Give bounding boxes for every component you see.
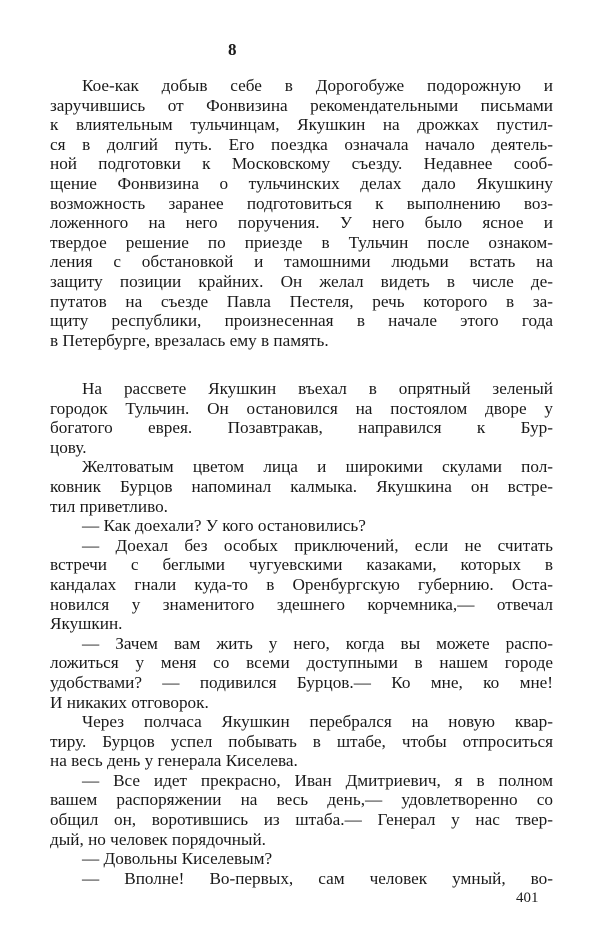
text-line: ся в долгий путь. Его поездка означала начало деятель- [50, 134, 553, 154]
text-line: щение Фонвизина о тульчинских делах дало Якушкину [50, 173, 553, 193]
text-line: заручившись от Фонвизина рекомендательными письмами [50, 95, 553, 115]
text-line: Через полчаса Якушкин перебрался на новую квар- [82, 712, 553, 732]
text-line: — Доехал без особых приключений, если не считать [82, 535, 553, 555]
chapter-number: 8 [228, 40, 237, 59]
text-line: ной подготовки к Московскому съезду. Недавнее сооб- [50, 154, 553, 174]
text-line: общил он, воротившись из штаба.— Генерал у нас твер- [50, 810, 553, 830]
text-line: ления с обстановкой и тамошними людьми встать на [50, 252, 553, 272]
text-line: твердое решение по приезде в Тульчин после ознаком- [50, 232, 553, 252]
text-line: — Зачем вам жить у него, когда вы можете распо- [82, 633, 553, 653]
text-line: Кое-как добыв себе в Дорогобуже подорожную и [82, 76, 553, 95]
text-line: возможность заранее подготовиться к выполнению воз- [50, 193, 553, 213]
text-line: ложиться у меня со всеми доступными в нашем городе [50, 653, 553, 673]
text-line: защиту позиции крайних. Он желал видеть в числе де- [50, 271, 553, 291]
text-line: к влиятельным тульчинцам, Якушкин на дрожках пустил- [50, 115, 553, 135]
text-line: дый, но человек порядочный. [50, 829, 266, 849]
text-line: ковник Бурцов напоминал калмыка. Якушкина он встре- [50, 476, 553, 496]
text-line: И никаких отговорок. [50, 692, 209, 712]
text-line: На рассвете Якушкин въехал в опрятный зеленый [82, 379, 553, 398]
text-line: встречи с беглыми чугуевскими казаками, которых в [50, 555, 553, 575]
text-line: — Вполне! Во-первых, сам человек умный, во- [82, 868, 553, 888]
text-line: городок Тульчин. Он остановился на постоялом дворе у [50, 398, 553, 418]
text-line: кандалах гнали куда-то в Оренбургскую губернию. Оста- [50, 574, 553, 594]
text-line: вашем распоряжении на весь день,— удовлетворенно со [50, 790, 553, 810]
page-number: 401 [516, 890, 539, 906]
text-line: в Петербурге, врезалась ему в память. [50, 330, 329, 350]
text-line: цову. [50, 437, 87, 457]
text-line: — Как доехали? У кого остановились? [82, 516, 366, 536]
text-section-2 [50, 379, 553, 888]
text-line: тиру. Бурцов успел побывать в штабе, чтобы отпроситься [50, 731, 553, 751]
text-line: на весь день у генерала Киселева. [50, 751, 298, 771]
text-line: — Все идет прекрасно, Иван Дмитриевич, я в полном [82, 770, 553, 790]
text-line: тил приветливо. [50, 496, 168, 516]
text-line: — Довольны Киселевым? [82, 849, 273, 869]
text-line: новился у знаменитого здешнего корчемника,— отвечал [50, 594, 553, 614]
text-line: ложенного на него поручения. У него было ясное и [50, 213, 553, 233]
text-line: Якушкин. [50, 614, 123, 634]
text-line: Желтоватым цветом лица и широкими скулами пол- [82, 457, 553, 477]
text-line: богатого еврея. Позавтракав, направился к Бур- [50, 418, 553, 438]
text-section-1 [50, 76, 553, 350]
text-line: удобствами? — подивился Бурцов.— Ко мне, ко мне! [50, 672, 553, 692]
text-line: щиту республики, произнесенная в начале этого года [50, 311, 553, 331]
text-line: путатов на съезде Павла Пестеля, речь которого в за- [50, 291, 553, 311]
